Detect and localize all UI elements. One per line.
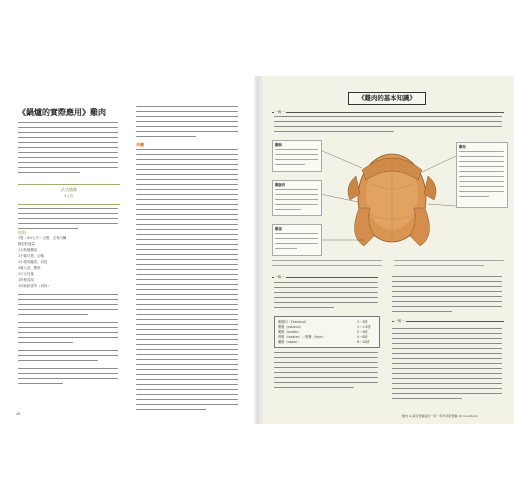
section-tag-2: 一般一 [275, 275, 285, 279]
ingredient-item: 1隻（4½公斤）全雞，去骨內臟 [18, 236, 67, 240]
ingredient-item: 1大匙橄欖油 [18, 248, 38, 252]
ingredient-item: 1小根胡蘿蔔，切段 [18, 260, 48, 264]
steps-label: 步驟 [136, 142, 144, 147]
right-page-footer: 雞肉 ※ 廚房實驗室的一般一般科學與實驗 46 Cookbook [402, 414, 478, 418]
table-row: 烤雞（roaster）／燉雞（fryer） [278, 335, 326, 339]
table-row: 嫩雞（broiler） [278, 330, 302, 334]
leader-line [422, 156, 456, 172]
weight-table [274, 316, 380, 348]
label-box-breast [272, 140, 322, 172]
recipe-rule-bottom [18, 204, 120, 205]
table-cell: 2～3磅 [357, 320, 368, 324]
table-row: 閹雞（capon） [278, 340, 301, 344]
left-page-title: 《鍋爐的實際應用》雞肉 [18, 107, 106, 117]
ingredient-item: 1小顆洋蔥，切塊 [18, 254, 44, 258]
right-page-title: 《雞肉的基本知識》 [358, 94, 416, 102]
section-rule-2 [272, 277, 378, 278]
label-box-thigh [272, 180, 322, 216]
book-gutter [254, 76, 262, 424]
label-thigh: 雞腿肉 [275, 183, 286, 187]
recipe-rule-top [18, 184, 120, 185]
ingredient-item: 4瓣大蒜，壓碎 [18, 266, 41, 270]
section-tag-1: 一般一 [275, 110, 285, 114]
label-back: 雞架 [459, 145, 466, 149]
label-box-back [456, 142, 508, 208]
recipe-servings: 4人份 [64, 194, 74, 198]
table-cell: 1～1.5磅 [357, 325, 371, 329]
ingredient-item: 1片月桂葉 [18, 272, 34, 276]
label-wing: 雞翅 [275, 227, 282, 231]
label-box-wing [272, 224, 322, 256]
ingredient-item: 1杯新鮮香草（切碎） [18, 284, 51, 288]
table-cell: 5～8磅 [357, 335, 368, 339]
table-row: 雞腿（poussin） [278, 325, 303, 329]
table-row: 雞胸肉（Chestnut） [278, 320, 309, 324]
left-page-number: 46 [16, 412, 21, 416]
ingredient-item: 1杯雞高湯 [18, 278, 34, 282]
leader-line [428, 204, 456, 206]
table-cell: 6～10磅 [357, 340, 370, 344]
section-rule-3 [392, 321, 504, 322]
table-cell: 2～4磅 [357, 330, 368, 334]
ingredients-label: 材料 [18, 230, 26, 235]
left-page [4, 76, 254, 424]
ingredient-item: 麵包粉適量 [18, 242, 35, 246]
right-page [262, 76, 514, 424]
label-breast: 雞胸 [275, 143, 282, 147]
right-title-box [348, 92, 426, 105]
section-rule-1 [272, 112, 504, 113]
section-tag-3: 一般一 [395, 319, 405, 323]
leader-line [320, 150, 362, 168]
recipe-heading: 法式燉雞 [61, 187, 77, 192]
